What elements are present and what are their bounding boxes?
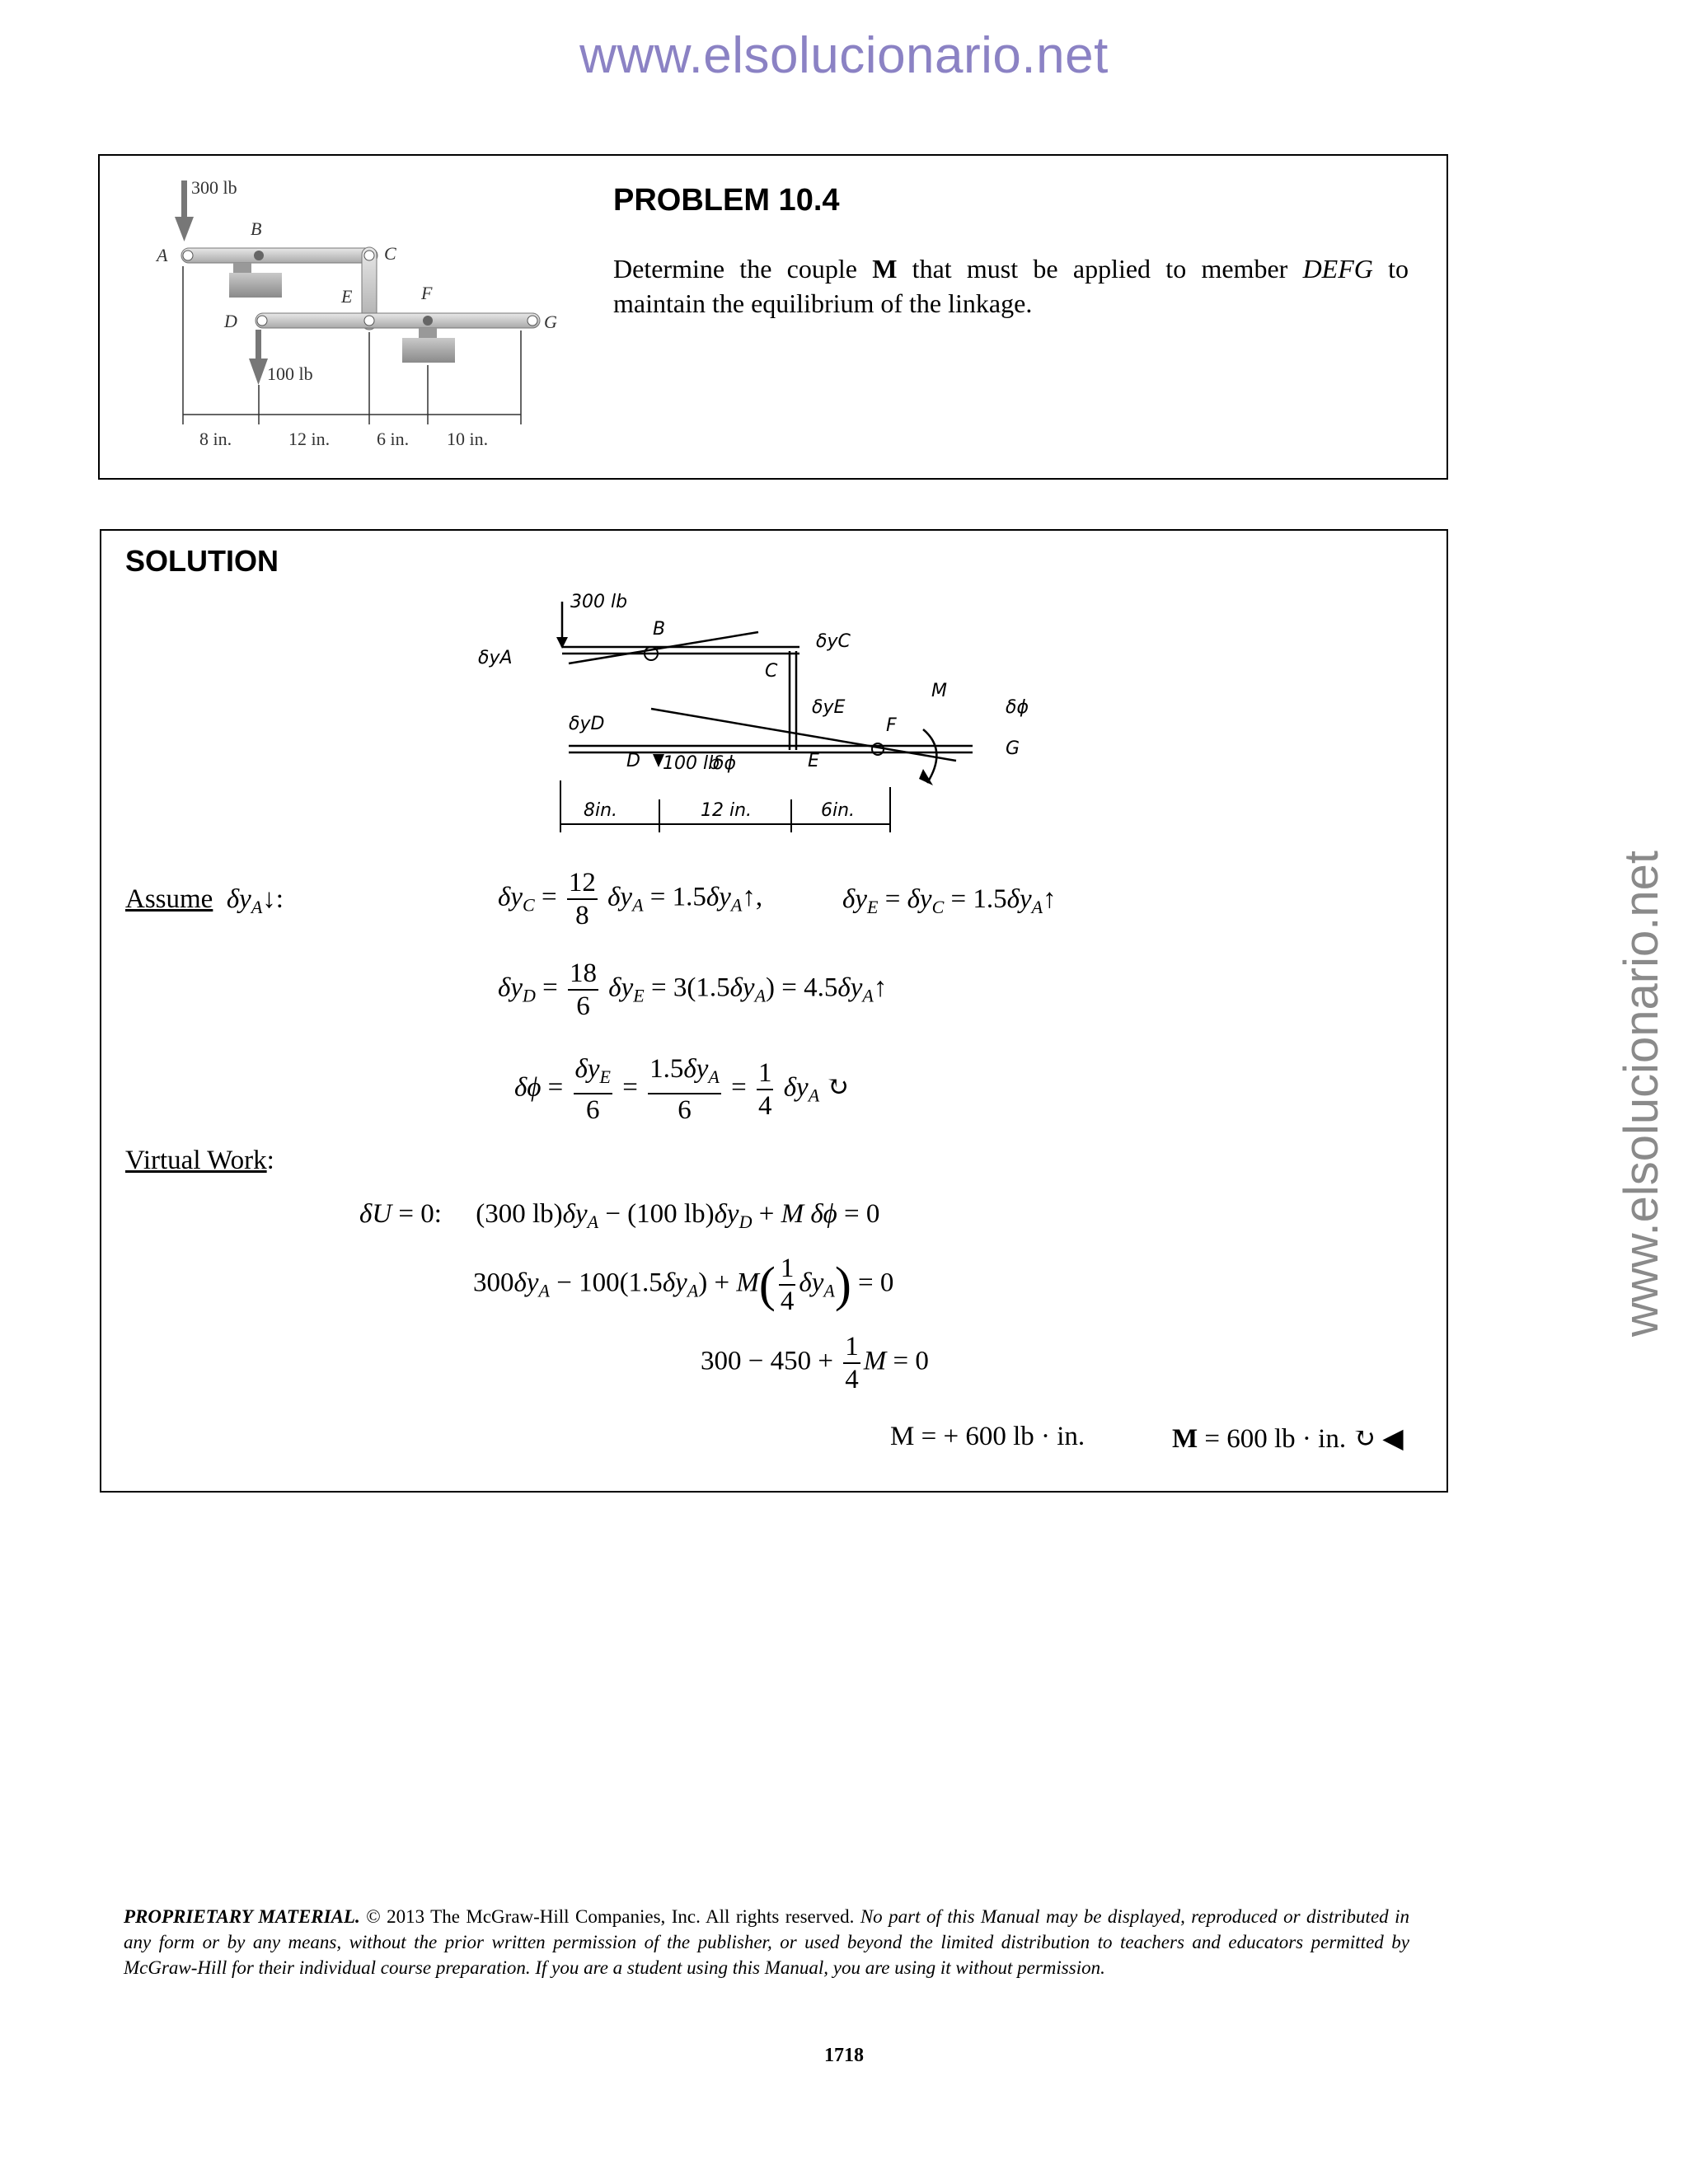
equation-work-2: $300\delta y_A - 100(1.5\delta y_A) + M$( $\frac{1}{4}$ $\delta y_A) = 0$ <box>473 1254 894 1316</box>
problem-text: Determine the couple M that must be applied to member DEFG to maintain the equilibrium of the linkage. <box>613 254 1409 318</box>
dim-10in: 10 in. <box>447 429 489 449</box>
support-f-post <box>419 328 437 338</box>
sketch-force-bottom: 100 lb <box>663 753 720 774</box>
sketch-dim-12in: 12 in. <box>701 800 753 821</box>
watermark-top: www.elsolucionario.net <box>579 27 1109 84</box>
sketch-label-c: C <box>765 661 778 682</box>
pin-a <box>183 251 193 260</box>
equation-dphi: δϕ = $\frac{\delta y_E}{6}$ = $\frac{1.5\delta y_A}{6}$ = $\frac{1}{4}$ $\delta y_A$ ↻ <box>514 1054 850 1125</box>
sketch-label-f: F <box>886 715 897 736</box>
dim-8in: 8 in. <box>199 429 232 449</box>
sketch-dy-e: δyE <box>812 697 846 718</box>
bar-abc <box>181 248 377 263</box>
sketch-dphi: δϕ <box>713 753 736 774</box>
result-left: M = + 600 lb · in. <box>890 1422 1085 1451</box>
label-d: D <box>224 311 237 331</box>
pin-c <box>364 251 374 260</box>
footer-notice: PROPRIETARY MATERIAL. © 2013 The McGraw-Hill Companies, Inc. All rights reserved. No part of this Manual may be displayed, reproduced or distributed in any form or by any means, without the prior written permission of the publisher, or used beyond the limited distribution to teachers and educators permitted by McGraw-Hill for their individual course preparation. If you are a student using this Manual, you are using it without permission. <box>124 1906 1409 1978</box>
label-f: F <box>421 283 433 303</box>
support-b-post <box>233 263 251 273</box>
label-e: E <box>341 286 353 307</box>
dim-6in: 6 in. <box>377 429 410 449</box>
result-right: M = 600 lb · in. ↻ ◀ <box>1172 1424 1404 1454</box>
equation-dyc: $\delta y_C$ = $\frac{12}{8}$ $\delta y_A$ = $1.5\delta y_A↑$, <box>498 868 763 930</box>
sketch-dim-8in: 8in. <box>584 800 618 821</box>
pin-b <box>254 251 264 260</box>
label-b: B <box>251 218 262 239</box>
equation-dye: $\delta y_E = \delta y_C$ = $1.5\delta y_A↑$ <box>842 884 1057 917</box>
force-bottom-label: 100 lb <box>267 363 313 384</box>
support-f-block <box>402 338 455 363</box>
sketch-dy-a: δyA <box>478 648 513 668</box>
pin-d <box>257 316 267 326</box>
sketch-label-g: G <box>1006 738 1020 759</box>
pin-f <box>423 316 433 326</box>
sketch-dphi-g: δϕ <box>1006 697 1029 718</box>
pin-e <box>364 316 374 326</box>
label-c: C <box>384 243 396 264</box>
virtual-work-label: Virtual Work: <box>125 1146 274 1175</box>
sketch-label-d: D <box>626 751 640 771</box>
solution-heading: SOLUTION <box>125 544 279 578</box>
watermark-side: www.elsolucionario.net <box>1615 851 1668 1337</box>
sketch-m: M <box>931 681 947 701</box>
bar-defg <box>256 313 540 328</box>
support-b-block <box>229 273 282 298</box>
equation-dyd: $\delta y_D$ = $\frac{18}{6}$ $\delta y_E = 3(1.5\delta y_A)$ = $4.5\delta y_A↑$ <box>498 958 888 1021</box>
dim-12in: 12 in. <box>288 429 331 449</box>
linkage-figure <box>140 169 569 466</box>
sketch-dy-d: δyD <box>569 714 605 734</box>
problem-title: PROBLEM 10.4 <box>613 183 840 218</box>
force-top-label: 300 lb <box>191 177 237 198</box>
sketch-dim-6in: 6in. <box>821 800 856 821</box>
assume-label: Assume $\delta y_A↓$: <box>125 884 284 917</box>
pin-g <box>528 316 537 326</box>
virtual-displacement-sketch <box>462 589 1071 845</box>
force-arrow-bottom <box>249 330 268 385</box>
equation-work-3: 300 − 450 + $\frac{1}{4}$ M = 0 <box>701 1332 929 1394</box>
equation-work-1: δU = 0: (300 $lb)\delta y_A - (100$ $lb)\delta y_D + M$ δϕ = 0 <box>359 1199 880 1232</box>
page-number: 1718 <box>824 2045 864 2066</box>
label-g: G <box>544 312 557 332</box>
sketch-dy-c: δyC <box>816 631 851 652</box>
sketch-label-b: B <box>653 619 666 640</box>
sketch-force-top: 300 lb <box>570 592 628 612</box>
sketch-label-e: E <box>808 751 819 771</box>
label-a: A <box>157 245 168 265</box>
